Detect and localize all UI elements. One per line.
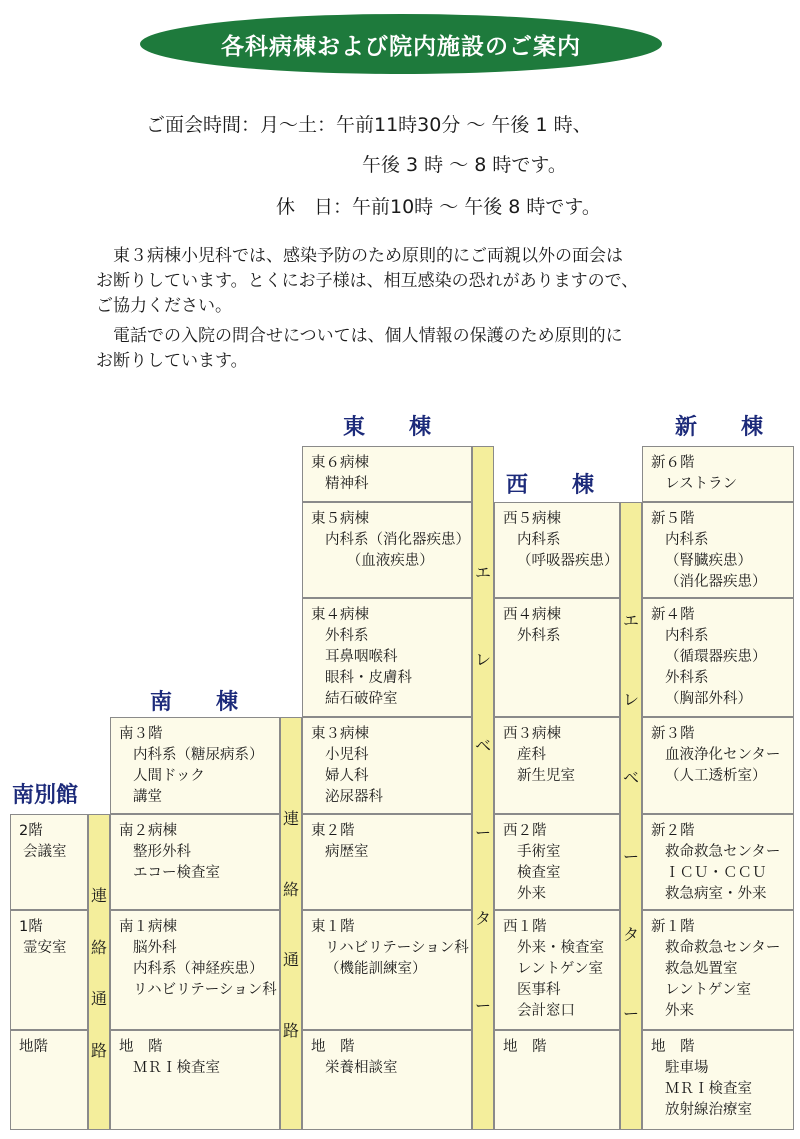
facility-item: 病歴室 [325,844,369,860]
elevator-char: レ [622,689,639,709]
facility-item: 内科系（糖尿病系） [133,747,264,763]
corridor-char: 通 [90,989,107,1009]
south-basement [110,1030,280,1130]
page-title: 各科病棟および院内施設のご案内 [221,33,581,60]
notice-line: 東３病棟小児科では、感染予防のため原則的にご両親以外の面会は [96,246,623,266]
facility-item: 救命救急センター [665,940,781,956]
facility-item: 小児科 [325,747,369,763]
elevator-char: ベ [622,768,639,788]
facility-item: 産科 [517,747,546,763]
facility-item: 新生児室 [517,768,575,784]
notice-line: 電話での入院の問合せについては、個人情報の保護のため原則的に [96,326,623,346]
elevator-char: ー [474,995,491,1015]
facility-item: 外科系 [665,670,709,686]
facility-item: 霊安室 [23,940,67,956]
floor-label: 東６病棟 [311,455,369,471]
facility-item: リハビリテーション科 [325,940,469,956]
facility-item: （胸部外科） [665,691,752,707]
corridor-char: 路 [282,1021,299,1041]
facility-item: 医事科 [517,982,561,998]
south-floor-1 [110,910,280,1030]
elevator-char: タ [474,909,491,929]
floor-label: 新１階 [651,919,695,935]
floor-label: 新６階 [651,455,695,471]
elevator-char: レ [474,649,491,669]
notice-line: お断りしています。 [96,351,248,371]
facility-item: （消化器疾患） [665,574,767,590]
floor-label: 西３病棟 [503,726,561,742]
floor-label: 2階 [19,823,43,839]
facility-item: 内科系（消化器疾患） [325,532,470,548]
visiting-hours-holiday: 休 日：午前10時 ～ 午後 8 時です。 [276,196,601,218]
facility-item: ＭＲＩ検査室 [665,1081,752,1097]
facility-item: 泌尿器科 [325,789,383,805]
facility-item: 手術室 [517,844,561,860]
east-floor-4 [302,598,472,717]
west-floor-1 [494,910,620,1030]
new-floor-1 [642,910,794,1030]
facility-item: （腎臓疾患） [665,553,752,569]
facility-item: 駐車場 [665,1060,709,1076]
floor-label: 新３階 [651,726,695,742]
floor-label: 西４病棟 [503,607,561,623]
east-building-label: 東 棟 [343,415,432,440]
floor-label: 東４病棟 [311,607,369,623]
facility-item: 脳外科 [133,940,177,956]
floor-label: 南１病棟 [119,919,177,935]
floor-label: 新４階 [651,607,695,623]
elevator-char: ー [622,846,639,866]
notice-line: お断りしています。とくにお子様は、相互感染の恐れがありますので、 [96,271,639,291]
elevator-east [472,446,494,1130]
floor-label: 西５病棟 [503,511,561,527]
east-floor-3 [302,717,472,814]
facility-item: 耳鼻咽喉科 [325,649,398,665]
annex-floor-2 [10,814,88,910]
east-floor-1 [302,910,472,1030]
floor-label: 西２階 [503,823,547,839]
facility-item: 救命救急センター [665,844,781,860]
west-floor-3 [494,717,620,814]
corridor-char: 通 [282,950,299,970]
floor-label: 地 階 [119,1039,163,1055]
facility-item: 内科系 [517,532,561,548]
facility-item: 血液浄化センター [665,747,781,763]
elevator-char: エ [474,563,491,583]
floor-label: 南３階 [119,726,163,742]
new-floor-3 [642,717,794,814]
east-floor-2 [302,814,472,910]
facility-item: 外来 [665,1003,694,1019]
facility-item: ＭＲＩ検査室 [133,1060,220,1076]
new-floor-5 [642,502,794,598]
facility-item: 外来・検査室 [517,940,604,956]
floor-label: 地 階 [503,1039,547,1055]
elevator-char: タ [622,925,639,945]
west-floor-2 [494,814,620,910]
floor-label: 南２病棟 [119,823,177,839]
visiting-hours-weekday: ご面会時間：月～土：午前11時30分 ～ 午後 1 時、 [146,114,592,136]
facility-item: 内科系 [665,532,709,548]
facility-item: レストラン [665,476,738,492]
floor-label: 東２階 [311,823,355,839]
facility-item: レントゲン室 [517,961,604,977]
facility-item: 精神科 [325,476,369,492]
facility-item: ＩＣＵ・ＣＣＵ [665,865,767,881]
floor-label: 地 階 [311,1039,355,1055]
annex-basement [10,1030,88,1130]
south-building-label: 南 棟 [150,690,239,715]
floor-label: 東３病棟 [311,726,369,742]
corridor-char: 連 [90,886,107,906]
west-floor-4 [494,598,620,717]
facility-item: エコー検査室 [133,865,220,881]
facility-item: 検査室 [517,865,561,881]
east-floor-5 [302,502,472,598]
facility-item: 講堂 [133,789,162,805]
connecting-corridor-annex [88,814,110,1130]
west-floor-5 [494,502,620,598]
new-building-label: 新 棟 [675,415,764,440]
facility-item: レントゲン室 [665,982,752,998]
floor-label: 1階 [19,919,43,935]
annex-floor-1 [10,910,88,1030]
facility-item: 内科系 [665,628,709,644]
title-banner [140,14,662,74]
facility-item: 放射線治療室 [665,1102,752,1118]
east-floor-6 [302,446,472,502]
corridor-char: 連 [282,808,299,828]
south-floor-2 [110,814,280,910]
elevator-west [620,502,642,1130]
connecting-corridor-south [280,717,302,1130]
floor-label: 新５階 [651,511,695,527]
elevator-char: ベ [474,736,491,756]
new-floor-2 [642,814,794,910]
floor-label: 東１階 [311,919,355,935]
south-floor-3 [110,717,280,814]
facility-item: 救急病室・外来 [665,886,767,902]
floor-label: 西１階 [503,919,547,935]
south-annex-label: 南別館 [12,783,79,808]
new-basement [642,1030,794,1130]
east-basement [302,1030,472,1130]
notice-line: ご協力ください。 [96,296,232,316]
facility-item: 内科系（神経疾患） [133,961,264,977]
facility-item: （循環器疾患） [665,649,767,665]
elevator-char: ー [474,822,491,842]
facility-item: リハビリテーション科 [133,982,277,998]
facility-item: 眼科・皮膚科 [325,670,412,686]
facility-item: （人工透析室） [665,768,767,784]
facility-item: （呼吸器疾患） [517,553,619,569]
floor-label: 東５病棟 [311,511,369,527]
facility-item: （機能訓練室） [325,961,427,977]
corridor-char: 絡 [90,937,107,957]
facility-item: 会議室 [23,844,67,860]
facility-item: 婦人科 [325,768,369,784]
visiting-hours-evening: 午後 3 時 ～ 8 時です。 [362,154,567,176]
west-building-label: 西 棟 [506,473,595,498]
facility-item: 整形外科 [133,844,191,860]
new-floor-6 [642,446,794,502]
facility-item: 栄養相談室 [325,1060,398,1076]
corridor-char: 絡 [282,879,299,899]
facility-item: 結石破砕室 [325,691,398,707]
facility-item: 外科系 [517,628,561,644]
new-floor-4 [642,598,794,717]
floor-label: 地 階 [651,1039,695,1055]
facility-item: （血液疾患） [325,553,434,569]
elevator-char: ー [622,1003,639,1023]
facility-item: 会計窓口 [517,1003,575,1019]
floor-label: 地階 [19,1039,48,1055]
elevator-char: エ [622,611,639,631]
floor-label: 新２階 [651,823,695,839]
corridor-char: 路 [90,1040,107,1060]
facility-item: 救急処置室 [665,961,738,977]
facility-item: 外科系 [325,628,369,644]
west-basement [494,1030,620,1130]
facility-item: 外来 [517,886,546,902]
facility-item: 人間ドック [133,768,205,784]
